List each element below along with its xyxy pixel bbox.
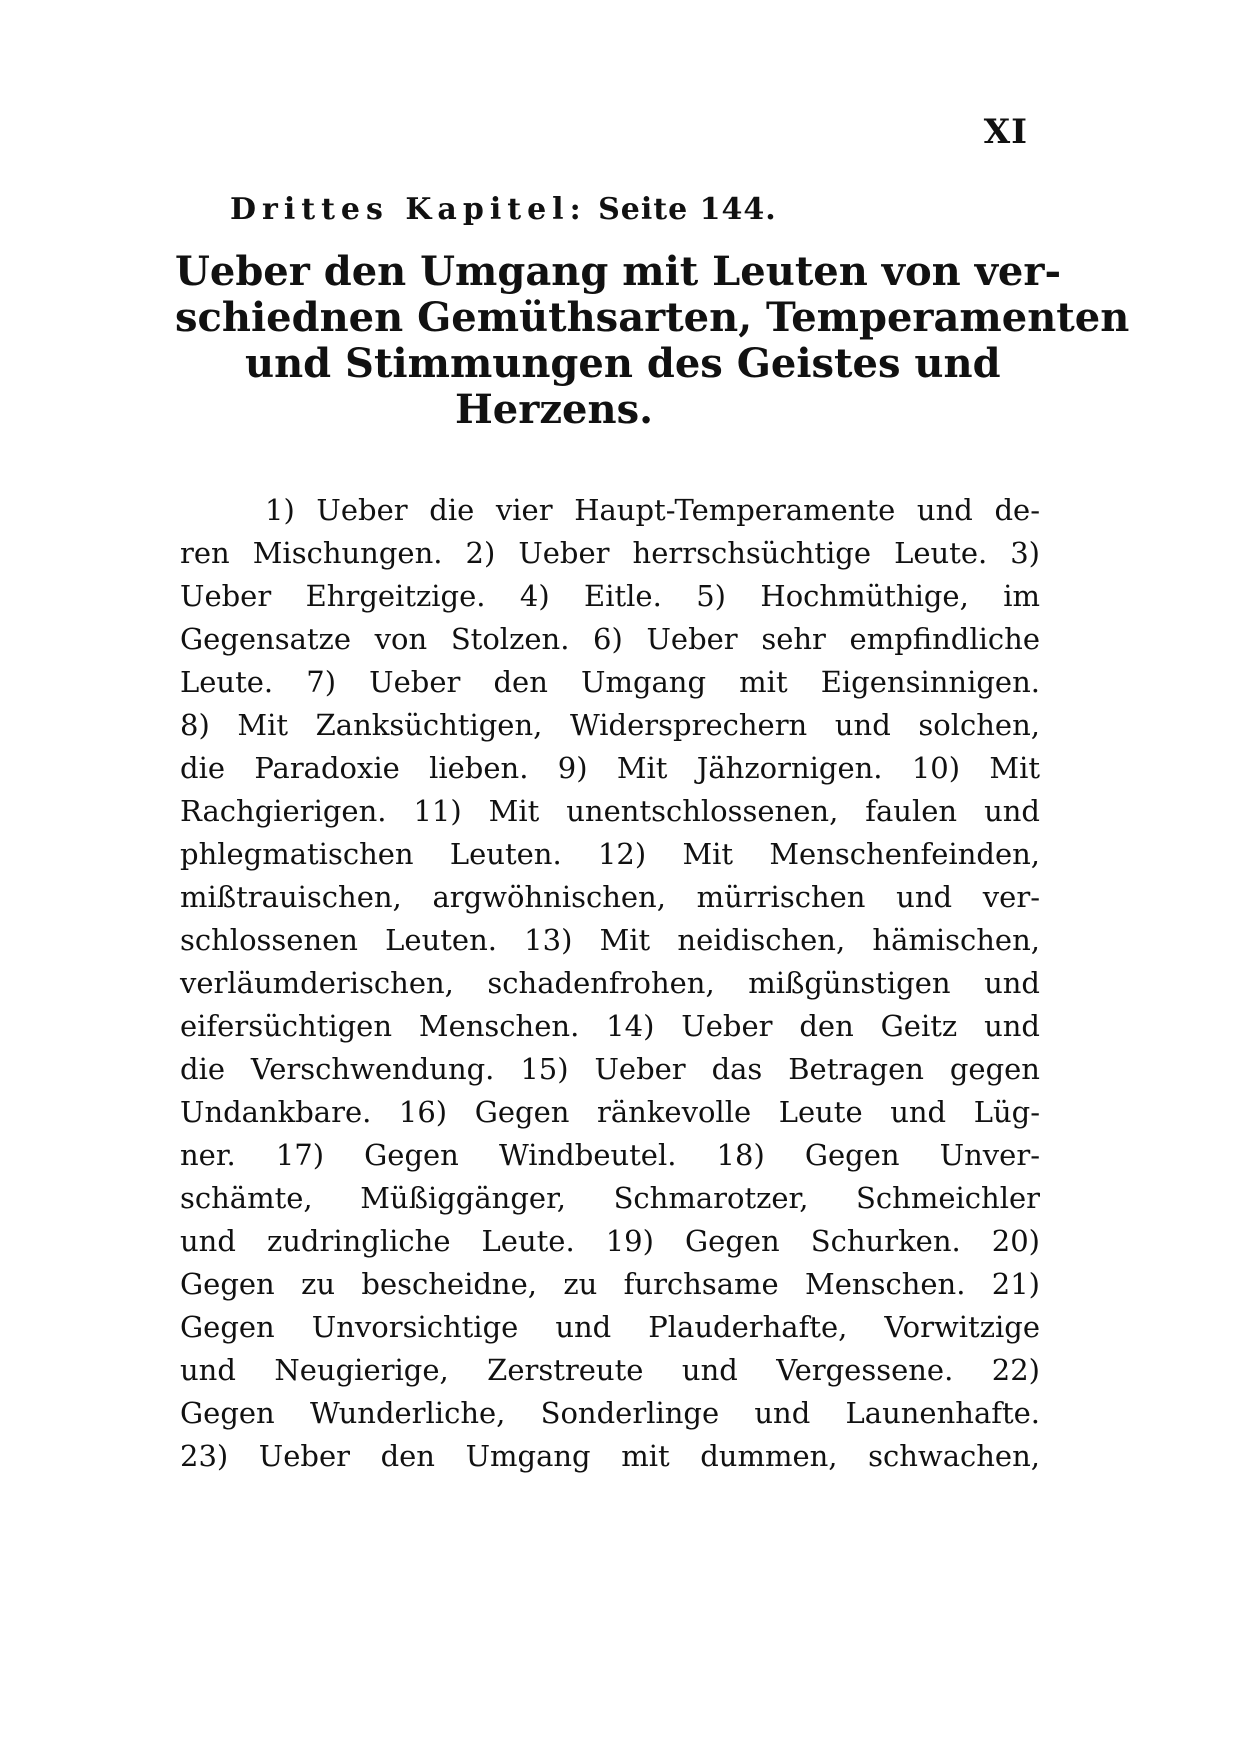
- text-line: Gegensatze von Stolzen. 6) Ueber sehr empfindliche: [180, 622, 1040, 656]
- text-line: Undankbare. 16) Gegen ränkevolle Leute und Lüg-: [180, 1095, 1040, 1129]
- text-line: ner. 17) Gegen Windbeutel. 18) Gegen Unver-: [180, 1138, 1040, 1172]
- chapter-page-ref: Seite 144.: [598, 192, 777, 227]
- text-line: 8) Mit Zanksüchtigen, Widersprechern und solchen,: [180, 708, 1040, 742]
- text-line: schämte, Müßiggänger, Schmarotzer, Schmeichler: [180, 1181, 1040, 1215]
- text-line: die Verschwendung. 15) Ueber das Betragen gegen: [180, 1052, 1040, 1086]
- chapter-label: Drittes Kapitel:: [230, 192, 587, 227]
- text-line: Ueber Ehrgeitzige. 4) Eitle. 5) Hochmüthige, im: [180, 579, 1040, 613]
- text-line: Gegen Unvorsichtige und Plauderhafte, Vorwitzige: [180, 1310, 1040, 1344]
- text-line: Leute. 7) Ueber den Umgang mit Eigensinnigen.: [180, 665, 1040, 699]
- text-line: schlossenen Leuten. 13) Mit neidischen, hämischen,: [180, 923, 1040, 957]
- text-line: eifersüchtigen Menschen. 14) Ueber den Geitz und: [180, 1009, 1040, 1043]
- text-line: Gegen zu bescheidne, zu furchsame Menschen. 21): [180, 1267, 1040, 1301]
- title-line: schiednen Gemüthsarten, Temperamenten: [175, 294, 1130, 341]
- text-line: phlegmatischen Leuten. 12) Mit Menschenfeinden,: [180, 837, 1040, 871]
- text-line: die Paradoxie lieben. 9) Mit Jähzornigen. 10) Mit: [180, 751, 1040, 785]
- text-line: Rachgierigen. 11) Mit unentschlossenen, faulen und: [180, 794, 1040, 828]
- title-line: Ueber den Umgang mit Leuten von ver-: [175, 248, 1062, 295]
- text-line: und zudringliche Leute. 19) Gegen Schurken. 20): [180, 1224, 1040, 1258]
- title-line: und Stimmungen des Geistes und: [245, 340, 1001, 387]
- text-line: 23) Ueber den Umgang mit dummen, schwachen,: [180, 1439, 1040, 1473]
- text-line: verläumderischen, schadenfrohen, mißgünstigen und: [180, 966, 1040, 1000]
- page-number: XI: [983, 112, 1028, 152]
- chapter-heading: [230, 190, 870, 230]
- text-line: ren Mischungen. 2) Ueber herrschsüchtige Leute. 3): [180, 536, 1040, 570]
- text-line: mißtrauischen, argwöhnischen, mürrischen und ver-: [180, 880, 1040, 914]
- text-line: 1) Ueber die vier Haupt-Temperamente und de-: [265, 493, 1040, 527]
- text-line: und Neugierige, Zerstreute und Vergessene. 22): [180, 1353, 1040, 1387]
- text-line: Gegen Wunderliche, Sonderlinge und Launenhafte.: [180, 1396, 1040, 1430]
- title-line: Herzens.: [455, 386, 654, 433]
